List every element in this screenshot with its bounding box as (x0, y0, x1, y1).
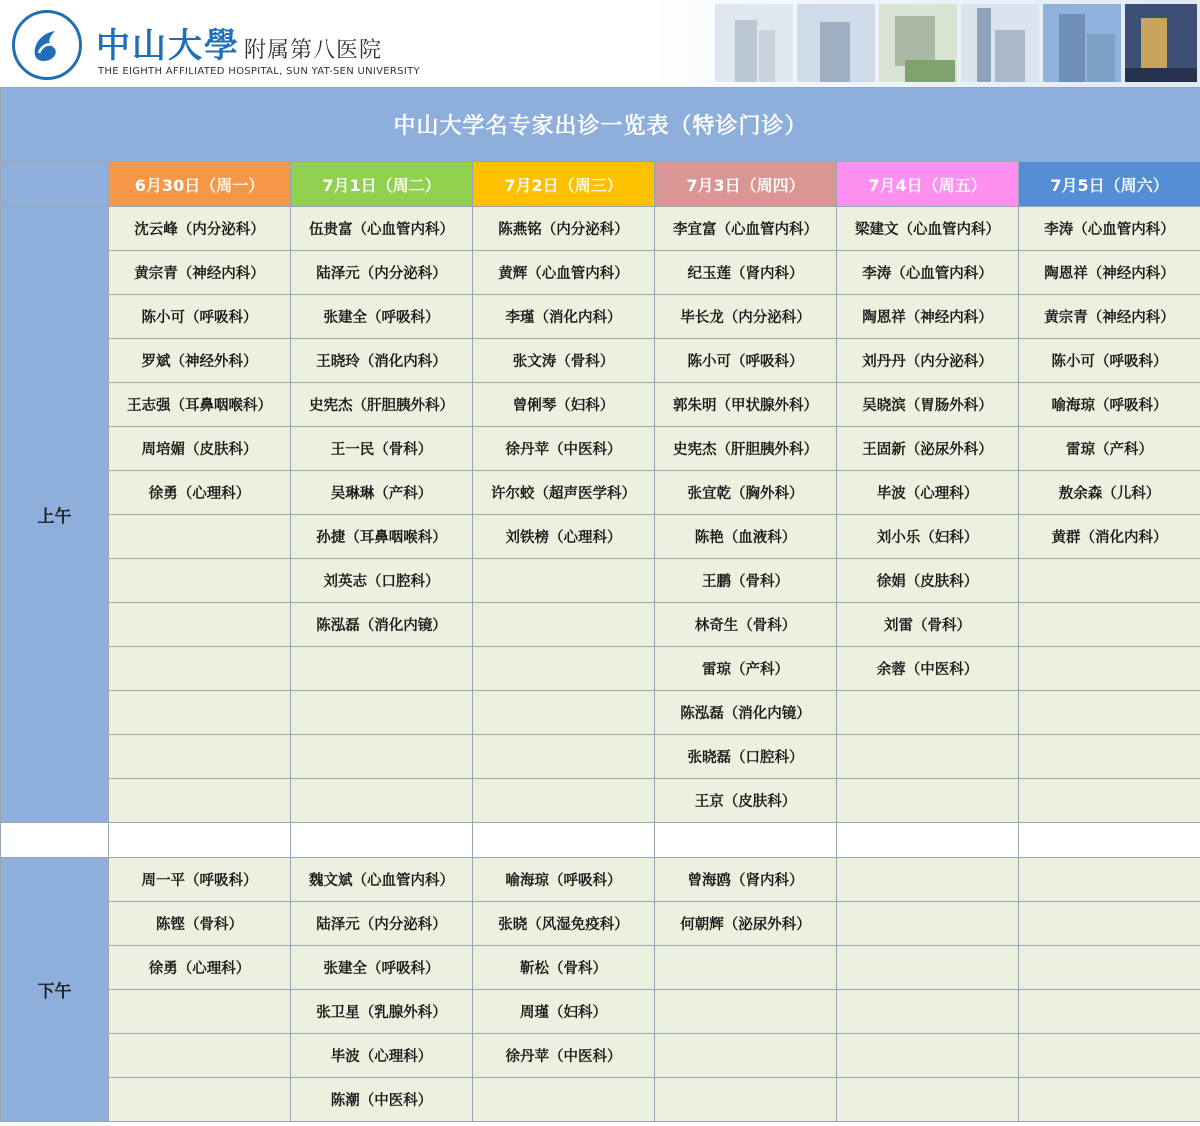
schedule-row (1, 207, 1200, 251)
doctor-cell: 周一平（呼吸科） (109, 858, 291, 902)
schedule-row (1, 779, 1200, 823)
doctor-cell (473, 647, 655, 691)
doctor-cell: 余蓉（中医科） (837, 647, 1019, 691)
doctor-cell (837, 1034, 1019, 1078)
doctor-cell (1019, 779, 1200, 823)
doctor-cell: 张建全（呼吸科） (291, 295, 473, 339)
hospital-name-cn-sub: 附属第八医院 (244, 38, 383, 63)
doctor-cell: 黄辉（心血管内科） (473, 251, 655, 295)
doctor-cell: 张卫星（乳腺外科） (291, 990, 473, 1034)
schedule-row (1, 1034, 1200, 1078)
doctor-cell (1019, 990, 1200, 1034)
schedule-row (1, 647, 1200, 691)
doctor-cell (291, 735, 473, 779)
doctor-cell (473, 735, 655, 779)
doctor-cell: 何朝辉（泌尿外科） (655, 902, 837, 946)
doctor-cell: 曾海鸥（肾内科） (655, 858, 837, 902)
doctor-cell: 徐娟（皮肤科） (837, 559, 1019, 603)
schedule-row (1, 902, 1200, 946)
gap-cell (109, 823, 291, 858)
doctor-cell: 黄宗青（神经内科） (1019, 295, 1200, 339)
doctor-cell: 罗斌（神经外科） (109, 339, 291, 383)
doctor-cell: 王京（皮肤科） (655, 779, 837, 823)
doctor-cell (837, 735, 1019, 779)
hospital-name-en: THE EIGHTH AFFILIATED HOSPITAL, SUN YAT-SEN UNIVERSITY (98, 66, 420, 77)
doctor-cell (1019, 647, 1200, 691)
doctor-cell (1019, 603, 1200, 647)
doctor-cell (291, 647, 473, 691)
doctor-cell: 陈小可（呼吸科） (655, 339, 837, 383)
doctor-cell: 陈泓磊（消化内镜） (655, 691, 837, 735)
doctor-cell (1019, 858, 1200, 902)
logo-emblem-icon (29, 25, 65, 65)
period-label: 下午 (1, 858, 109, 1122)
day-header: 7月3日（周四） (655, 162, 837, 207)
schedule-row (1, 515, 1200, 559)
doctor-cell: 陈艳（血液科） (655, 515, 837, 559)
doctor-cell (109, 1034, 291, 1078)
doctor-cell: 张建全（呼吸科） (291, 946, 473, 990)
doctor-cell (655, 1078, 837, 1122)
doctor-cell: 陈铿（骨科） (109, 902, 291, 946)
doctor-cell: 陈小可（呼吸科） (1019, 339, 1200, 383)
doctor-cell: 雷琼（产科） (655, 647, 837, 691)
schedule-title: 中山大学名专家出诊一览表（特诊门诊） (1, 88, 1200, 162)
hospital-logo (12, 10, 82, 80)
hospital-header (0, 0, 1200, 88)
doctor-cell: 黄群（消化内科） (1019, 515, 1200, 559)
header-corner (1, 162, 109, 207)
doctor-cell: 曾俐琴（妇科） (473, 383, 655, 427)
doctor-cell: 毕波（心理科） (837, 471, 1019, 515)
doctor-cell: 陈泓磊（消化内镜） (291, 603, 473, 647)
doctor-cell: 吴琳琳（产科） (291, 471, 473, 515)
gap-cell (473, 823, 655, 858)
doctor-cell (473, 559, 655, 603)
doctor-cell (1019, 691, 1200, 735)
doctor-cell (109, 691, 291, 735)
doctor-cell (837, 779, 1019, 823)
doctor-cell (655, 946, 837, 990)
day-header: 7月5日（周六） (1019, 162, 1200, 207)
doctor-cell: 王固新（泌尿外科） (837, 427, 1019, 471)
doctor-cell: 周瑾（妇科） (473, 990, 655, 1034)
doctor-cell (291, 691, 473, 735)
doctor-cell: 陆泽元（内分泌科） (291, 251, 473, 295)
schedule-row (1, 339, 1200, 383)
doctor-cell: 李涛（心血管内科） (837, 251, 1019, 295)
day-header: 7月1日（周二） (291, 162, 473, 207)
doctor-cell (109, 1078, 291, 1122)
doctor-cell: 王晓玲（消化内科） (291, 339, 473, 383)
doctor-cell (291, 779, 473, 823)
doctor-cell (473, 779, 655, 823)
doctor-cell: 林奇生（骨科） (655, 603, 837, 647)
doctor-cell (837, 990, 1019, 1034)
doctor-cell: 雷琼（产科） (1019, 427, 1200, 471)
schedule-row (1, 735, 1200, 779)
doctor-cell: 毕长龙（内分泌科） (655, 295, 837, 339)
doctor-cell (655, 1034, 837, 1078)
doctor-cell: 王鹏（骨科） (655, 559, 837, 603)
doctor-cell (109, 559, 291, 603)
building-photos-banner (655, 0, 1200, 88)
doctor-cell: 靳松（骨科） (473, 946, 655, 990)
doctor-cell: 徐勇（心理科） (109, 946, 291, 990)
schedule-row (1, 603, 1200, 647)
doctor-cell: 徐丹苹（中医科） (473, 1034, 655, 1078)
doctor-cell (837, 1078, 1019, 1122)
doctor-cell (837, 691, 1019, 735)
day-header: 6月30日（周一） (109, 162, 291, 207)
gap-cell (1019, 823, 1200, 858)
doctor-cell: 郭朱明（甲状腺外科） (655, 383, 837, 427)
day-header: 7月4日（周五） (837, 162, 1019, 207)
doctor-cell: 梁建文（心血管内科） (837, 207, 1019, 251)
doctor-cell: 徐勇（心理科） (109, 471, 291, 515)
schedule-row (1, 427, 1200, 471)
doctor-cell (837, 858, 1019, 902)
doctor-cell: 刘铁榜（心理科） (473, 515, 655, 559)
doctor-cell: 沈云峰（内分泌科） (109, 207, 291, 251)
doctor-cell (109, 647, 291, 691)
schedule-row (1, 471, 1200, 515)
doctor-cell: 纪玉莲（肾内科） (655, 251, 837, 295)
schedule-row (1, 858, 1200, 902)
doctor-cell (1019, 946, 1200, 990)
doctor-cell: 喻海琼（呼吸科） (473, 858, 655, 902)
doctor-cell: 喻海琼（呼吸科） (1019, 383, 1200, 427)
doctor-cell (1019, 559, 1200, 603)
doctor-cell: 孙捷（耳鼻咽喉科） (291, 515, 473, 559)
doctor-cell: 陶恩祥（神经内科） (1019, 251, 1200, 295)
doctor-cell: 刘雷（骨科） (837, 603, 1019, 647)
doctor-cell: 陆泽元（内分泌科） (291, 902, 473, 946)
doctor-cell: 陈潮（中医科） (291, 1078, 473, 1122)
doctor-cell: 魏文斌（心血管内科） (291, 858, 473, 902)
doctor-cell (109, 735, 291, 779)
doctor-cell: 张文涛（骨科） (473, 339, 655, 383)
doctor-cell: 许尔蛟（超声医学科） (473, 471, 655, 515)
doctor-cell (655, 990, 837, 1034)
schedule-row (1, 691, 1200, 735)
gap-cell (837, 823, 1019, 858)
doctor-cell: 徐丹苹（中医科） (473, 427, 655, 471)
day-header: 7月2日（周三） (473, 162, 655, 207)
doctor-cell: 张晓磊（口腔科） (655, 735, 837, 779)
schedule-row (1, 559, 1200, 603)
doctor-cell (1019, 1034, 1200, 1078)
doctor-cell: 张宜乾（胸外科） (655, 471, 837, 515)
doctor-cell: 王一民（骨科） (291, 427, 473, 471)
doctor-cell (109, 515, 291, 559)
doctor-cell (473, 1078, 655, 1122)
hospital-name-cn: 中山大學 附属第八医院 (96, 26, 383, 66)
doctor-cell: 陶恩祥（神经内科） (837, 295, 1019, 339)
gap-cell (291, 823, 473, 858)
doctor-cell: 刘丹丹（内分泌科） (837, 339, 1019, 383)
doctor-cell (1019, 1078, 1200, 1122)
doctor-cell: 李涛（心血管内科） (1019, 207, 1200, 251)
gap-cell (1, 823, 109, 858)
schedule-row (1, 295, 1200, 339)
doctor-cell (1019, 735, 1200, 779)
schedule-row (1, 946, 1200, 990)
doctor-cell: 周培媚（皮肤科） (109, 427, 291, 471)
doctor-cell: 李宜富（心血管内科） (655, 207, 837, 251)
doctor-cell: 李瑾（消化内科） (473, 295, 655, 339)
schedule-row (1, 1078, 1200, 1122)
section-gap-row (1, 823, 1200, 858)
doctor-cell: 陈小可（呼吸科） (109, 295, 291, 339)
schedule-row (1, 383, 1200, 427)
doctor-cell: 毕波（心理科） (291, 1034, 473, 1078)
doctor-cell: 敖余森（儿科） (1019, 471, 1200, 515)
doctor-cell: 吴晓滨（胃肠外科） (837, 383, 1019, 427)
gap-cell (655, 823, 837, 858)
doctor-cell: 刘小乐（妇科） (837, 515, 1019, 559)
doctor-cell (473, 691, 655, 735)
schedule-row (1, 990, 1200, 1034)
doctor-cell: 张晓（风湿免疫科） (473, 902, 655, 946)
doctor-cell (1019, 902, 1200, 946)
doctor-cell: 黄宗青（神经内科） (109, 251, 291, 295)
doctor-cell: 王志强（耳鼻咽喉科） (109, 383, 291, 427)
doctor-cell (109, 779, 291, 823)
doctor-cell (473, 603, 655, 647)
period-label: 上午 (1, 207, 109, 823)
building-photos-image (655, 0, 1200, 88)
doctor-cell: 伍贵富（心血管内科） (291, 207, 473, 251)
doctor-cell: 史宪杰（肝胆胰外科） (291, 383, 473, 427)
expert-schedule-table (0, 87, 1200, 1122)
doctor-cell: 史宪杰（肝胆胰外科） (655, 427, 837, 471)
doctor-cell (109, 990, 291, 1034)
doctor-cell (109, 603, 291, 647)
doctor-cell: 陈燕铭（内分泌科） (473, 207, 655, 251)
doctor-cell (837, 902, 1019, 946)
doctor-cell: 刘英志（口腔科） (291, 559, 473, 603)
doctor-cell (837, 946, 1019, 990)
schedule-row (1, 251, 1200, 295)
